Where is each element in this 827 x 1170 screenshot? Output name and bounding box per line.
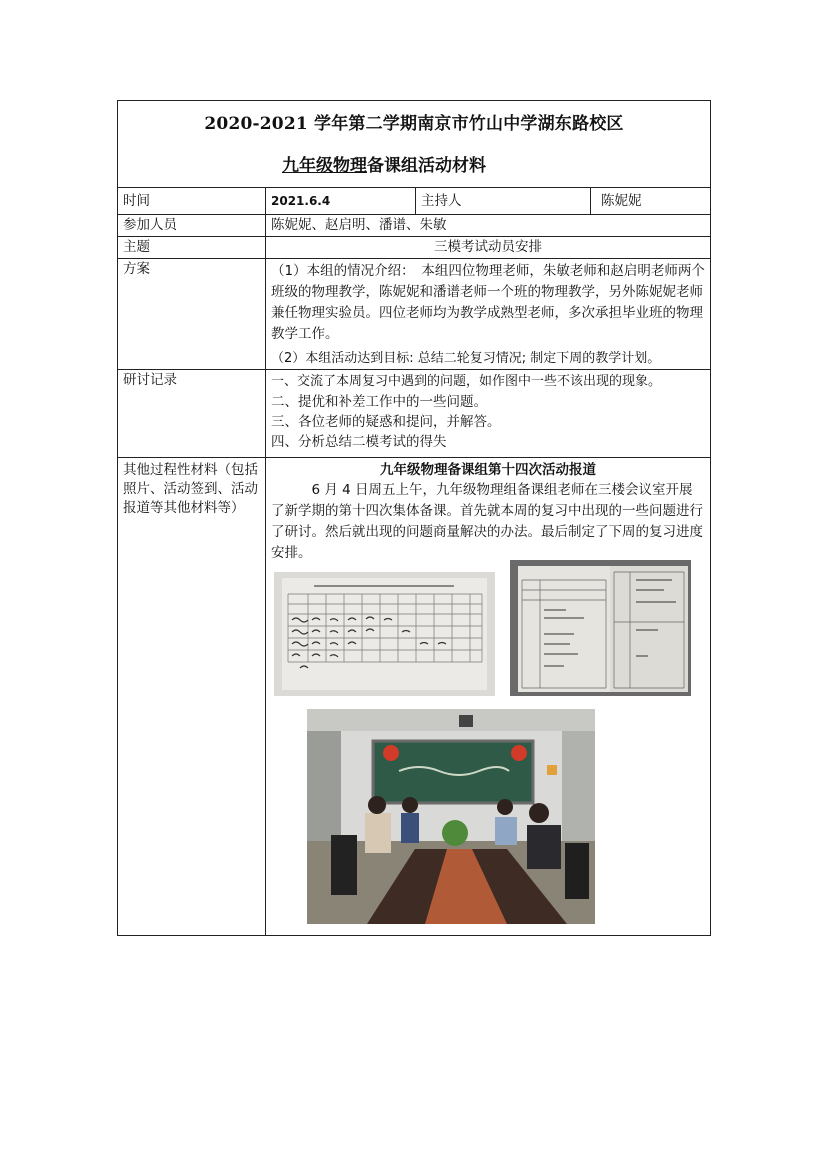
topic-value: 三模考试动员安排: [266, 237, 711, 259]
report-body: 6 月 4 日周五上午，九年级物理组备课组老师在三楼会议室开展了新学期的第十四次集体备课。首先就本周的复习中出现的一些问题进行了研讨。然后就出现的问题商量解决的办法。最后制定了下周的复习进度安排。: [271, 482, 703, 561]
subtitle-rest: 备课组活动材料: [367, 156, 486, 176]
topic-label: 主题: [118, 237, 266, 259]
plan-paragraph-2: （2）本组活动达到目标: 总结二轮复习情况; 制定下周的教学计划。: [271, 351, 661, 366]
participants-value: 陈妮妮、赵启明、潘谱、朱敏: [266, 215, 711, 237]
signin-sheet-photo: [274, 572, 495, 696]
plan-content: [266, 259, 711, 370]
record-sheet-photo: [510, 560, 691, 696]
document-subtitle: [282, 156, 710, 176]
participants-label: 参加人员: [118, 215, 266, 237]
report-title: 九年级物理备课组第十四次活动报道: [380, 462, 596, 478]
record-item: 二、提优和补差工作中的一些问题。: [271, 394, 487, 410]
records-content: [266, 370, 711, 458]
record-item: 一、交流了本周复习中遇到的问题，如作图中一些不该出现的现象。: [271, 374, 662, 389]
record-item: 三、各位老师的疑惑和提问，并解答。: [271, 414, 501, 430]
title-cell: [118, 101, 711, 188]
plan-label: 方案: [118, 259, 266, 370]
materials-label: 其他过程性材料（包括照片、活动签到、活动报道等其他材料等）: [118, 458, 266, 936]
subtitle-underlined: 九年级物理: [282, 156, 367, 176]
meeting-room-photo: [307, 709, 595, 924]
time-label: 时间: [118, 188, 266, 215]
plan-paragraph-1: （1）本组的情况介绍： 本组四位物理老师，朱敏老师和赵启明老师两个班级的物理教学，陈妮妮和潘谱老师一个班的物理教学，另外陈妮妮老师兼任物理实验员。四位老师均为教学成熟型老师，多次承担毕业班的物理教学工作。: [271, 263, 705, 342]
records-label: 研讨记录: [118, 370, 266, 458]
host-value: 陈妮妮: [591, 188, 711, 215]
document-title: 2020-2021 学年第二学期南京市竹山中学湖东路校区: [204, 114, 624, 134]
record-item: 四、分析总结二模考试的得失: [271, 434, 447, 450]
host-label: 主持人: [416, 188, 591, 215]
time-value: 2021.6.4: [266, 188, 416, 215]
